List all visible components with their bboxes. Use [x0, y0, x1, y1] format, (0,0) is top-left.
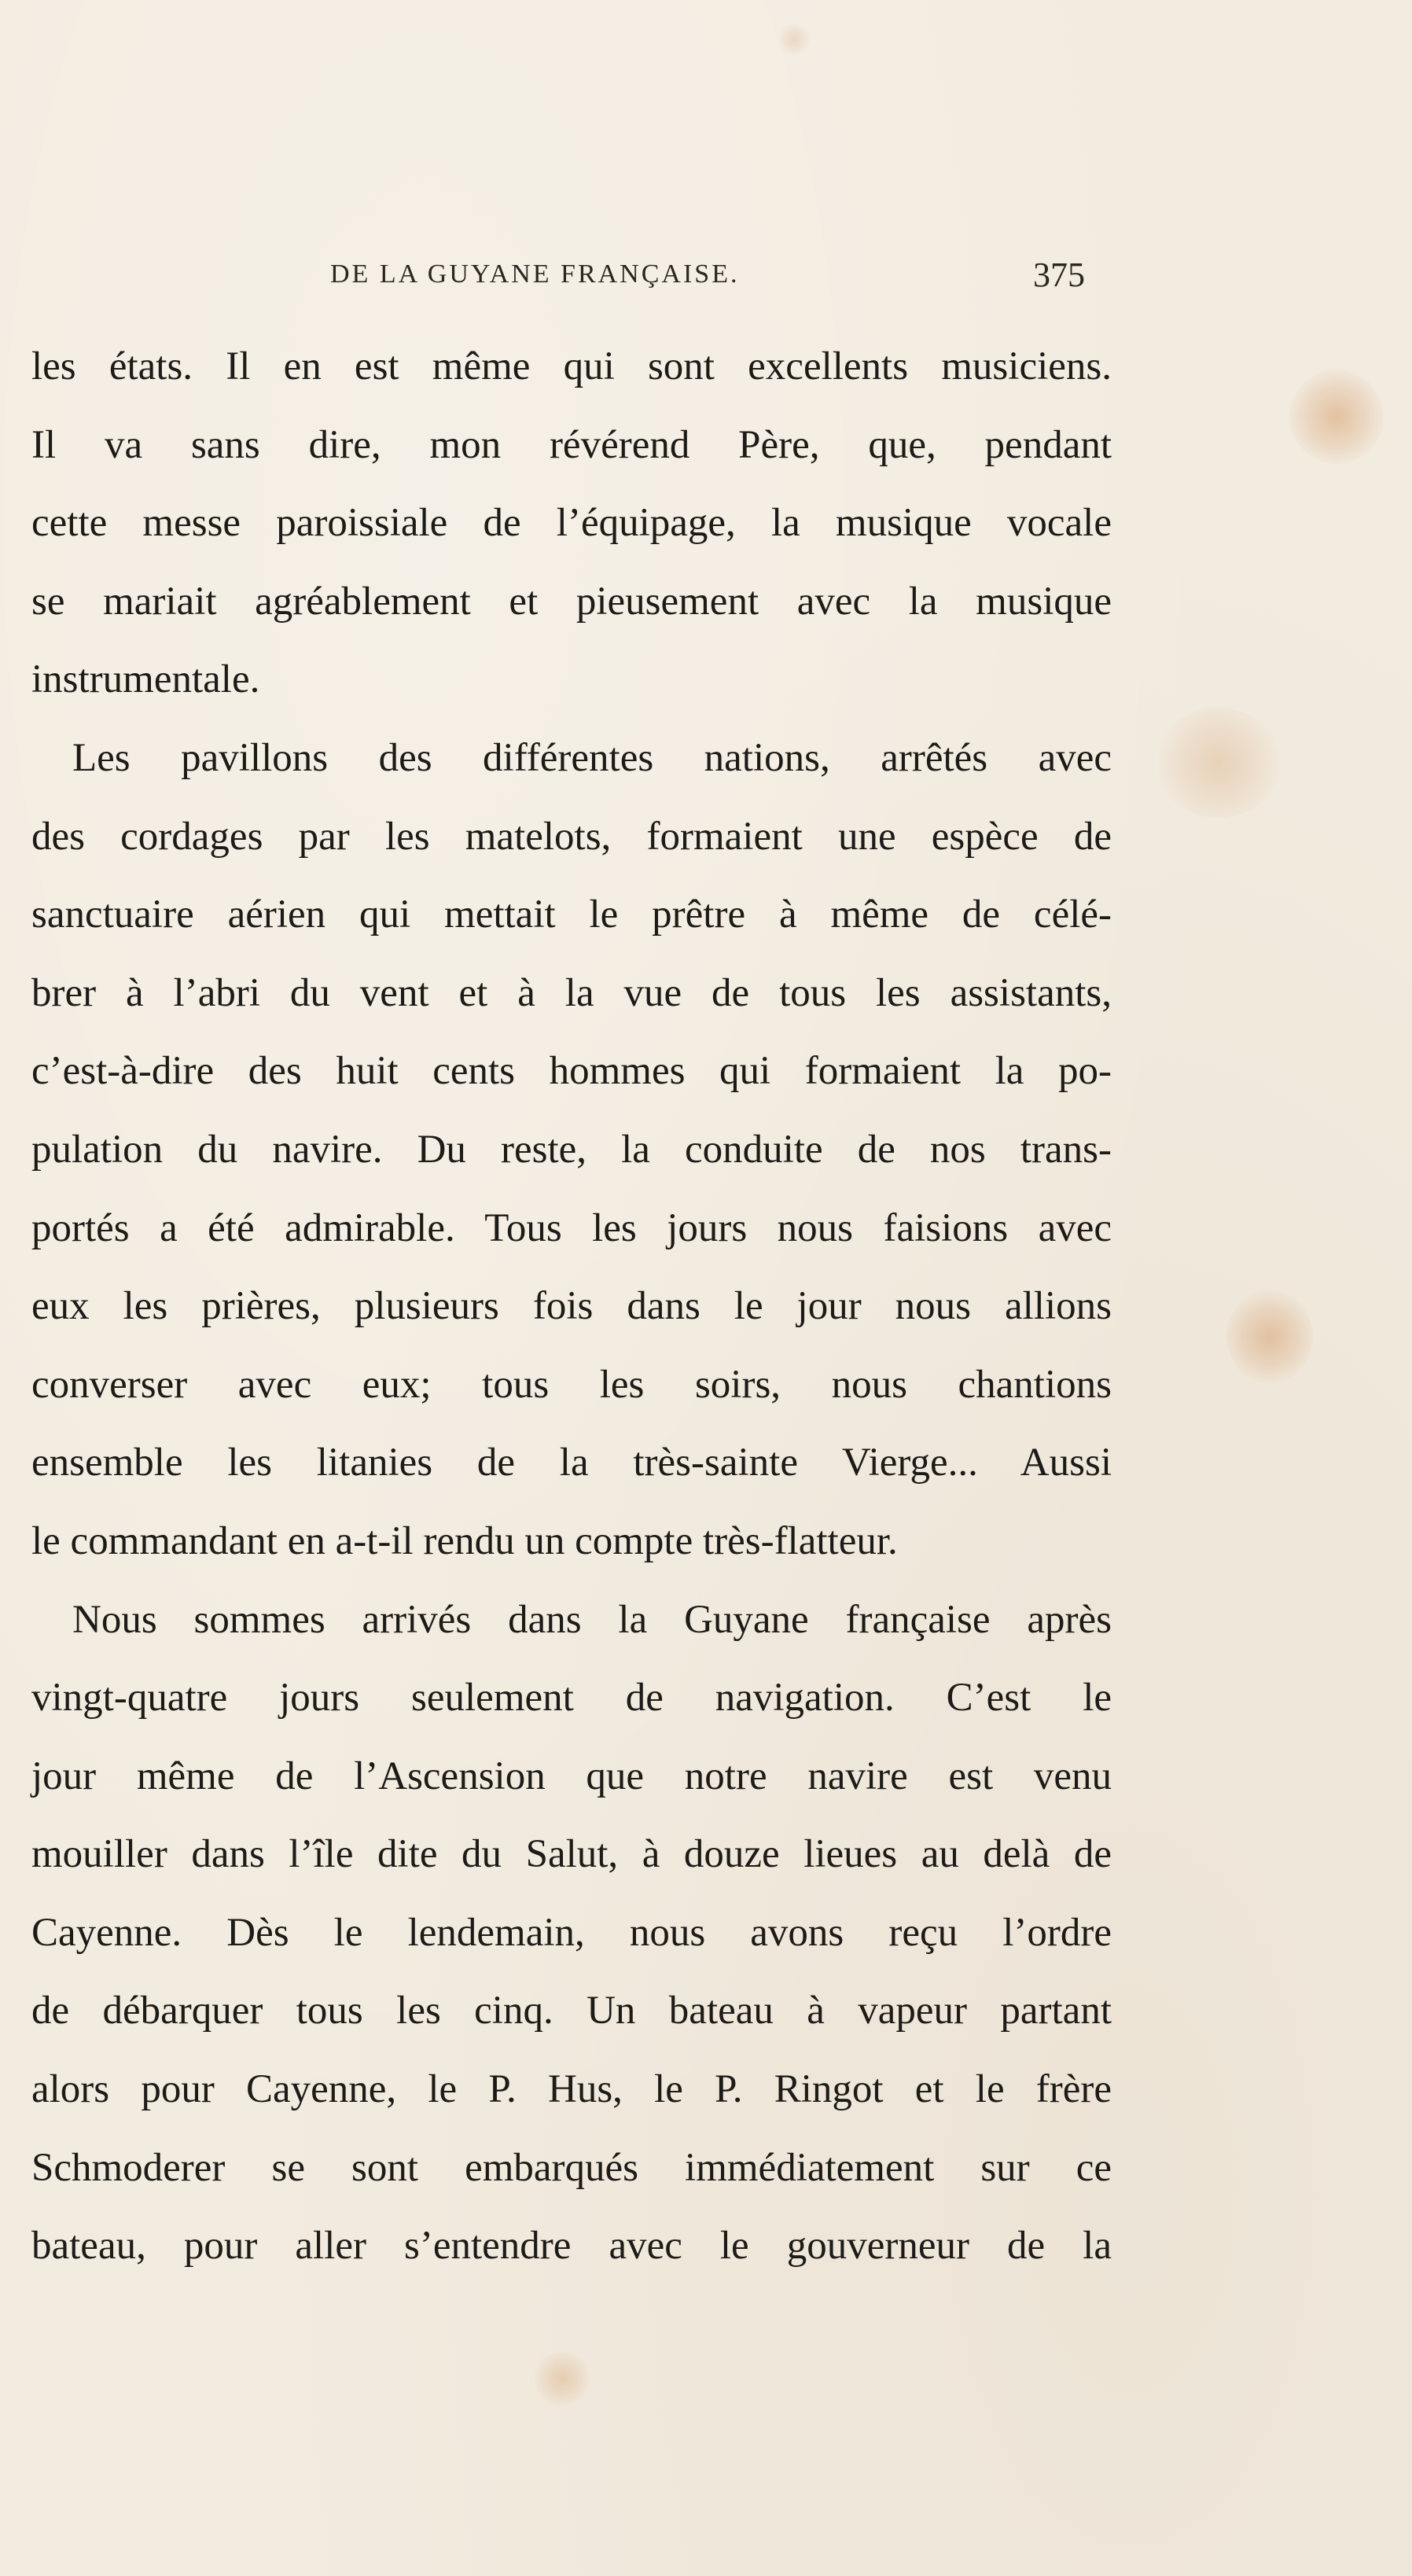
- text-line: vingt-quatre jours seulement de navigation. C’est le: [31, 1676, 1112, 1720]
- text-line: sanctuaire aérien qui mettait le prêtre à même de célé-: [31, 892, 1112, 937]
- text-line: eux les prières, plusieurs fois dans le jour nous allions: [31, 1284, 1112, 1329]
- text-line: cette messe paroissiale de l’équipage, la musique vocale: [31, 501, 1112, 546]
- text-line: des cordages par les matelots, formaient une espèce de: [31, 814, 1112, 859]
- foxing-stain: [1226, 1290, 1313, 1384]
- running-head: DE LA GUYANE FRANÇAISE.: [330, 259, 740, 289]
- text-line: Schmoderer se sont embarqués immédiatement sur ce: [31, 2145, 1112, 2190]
- text-line: bateau, pour aller s’entendre avec le gouverneur de la: [31, 2224, 1112, 2269]
- text-line: mouiller dans l’île dite du Salut, à douze lieues au delà de: [31, 1832, 1112, 1877]
- text-line: Il va sans dire, mon révérend Père, que, pendant: [31, 422, 1112, 467]
- text-line: Nous sommes arrivés dans la Guyane française après: [72, 1597, 1112, 1642]
- foxing-stain: [535, 2351, 590, 2406]
- foxing-stain: [1289, 370, 1384, 464]
- text-line: le commandant en a-t-il rendu un compte très-flatteur.: [31, 1518, 898, 1563]
- text-line: converser avec eux; tous les soirs, nous chantions: [31, 1362, 1112, 1407]
- text-line: jour même de l’Ascension que notre navire est venu: [31, 1754, 1112, 1798]
- text-line: c’est-à-dire des huit cents hommes qui formaient la po-: [31, 1049, 1112, 1094]
- text-line: Cayenne. Dès le lendemain, nous avons reçu l’ordre: [31, 1910, 1112, 1955]
- text-line: brer à l’abri du vent et à la vue de tous les assistants,: [31, 970, 1112, 1015]
- text-line: se mariait agréablement et pieusement avec la musique: [31, 579, 1112, 624]
- text-line: ensemble les litanies de la très-sainte Vierge... Aussi: [31, 1441, 1112, 1485]
- page-number: 375: [1033, 256, 1085, 294]
- text-line: de débarquer tous les cinq. Un bateau à vapeur partant: [31, 1989, 1112, 2033]
- body-text: [31, 335, 1112, 2293]
- text-line: Les pavillons des différentes nations, arrêtés avec: [72, 735, 1112, 780]
- text-line: portés a été admirable. Tous les jours nous faisions avec: [31, 1205, 1112, 1250]
- foxing-stain: [1156, 708, 1281, 818]
- foxing-stain: [778, 24, 810, 55]
- text-line: les états. Il en est même qui sont excellents musiciens.: [31, 344, 1112, 388]
- text-line: pulation du navire. Du reste, la conduite de nos trans-: [31, 1127, 1112, 1172]
- page-header: [0, 256, 1412, 299]
- text-line: alors pour Cayenne, le P. Hus, le P. Ringot et le frère: [31, 2067, 1112, 2112]
- text-line: instrumentale.: [31, 657, 260, 702]
